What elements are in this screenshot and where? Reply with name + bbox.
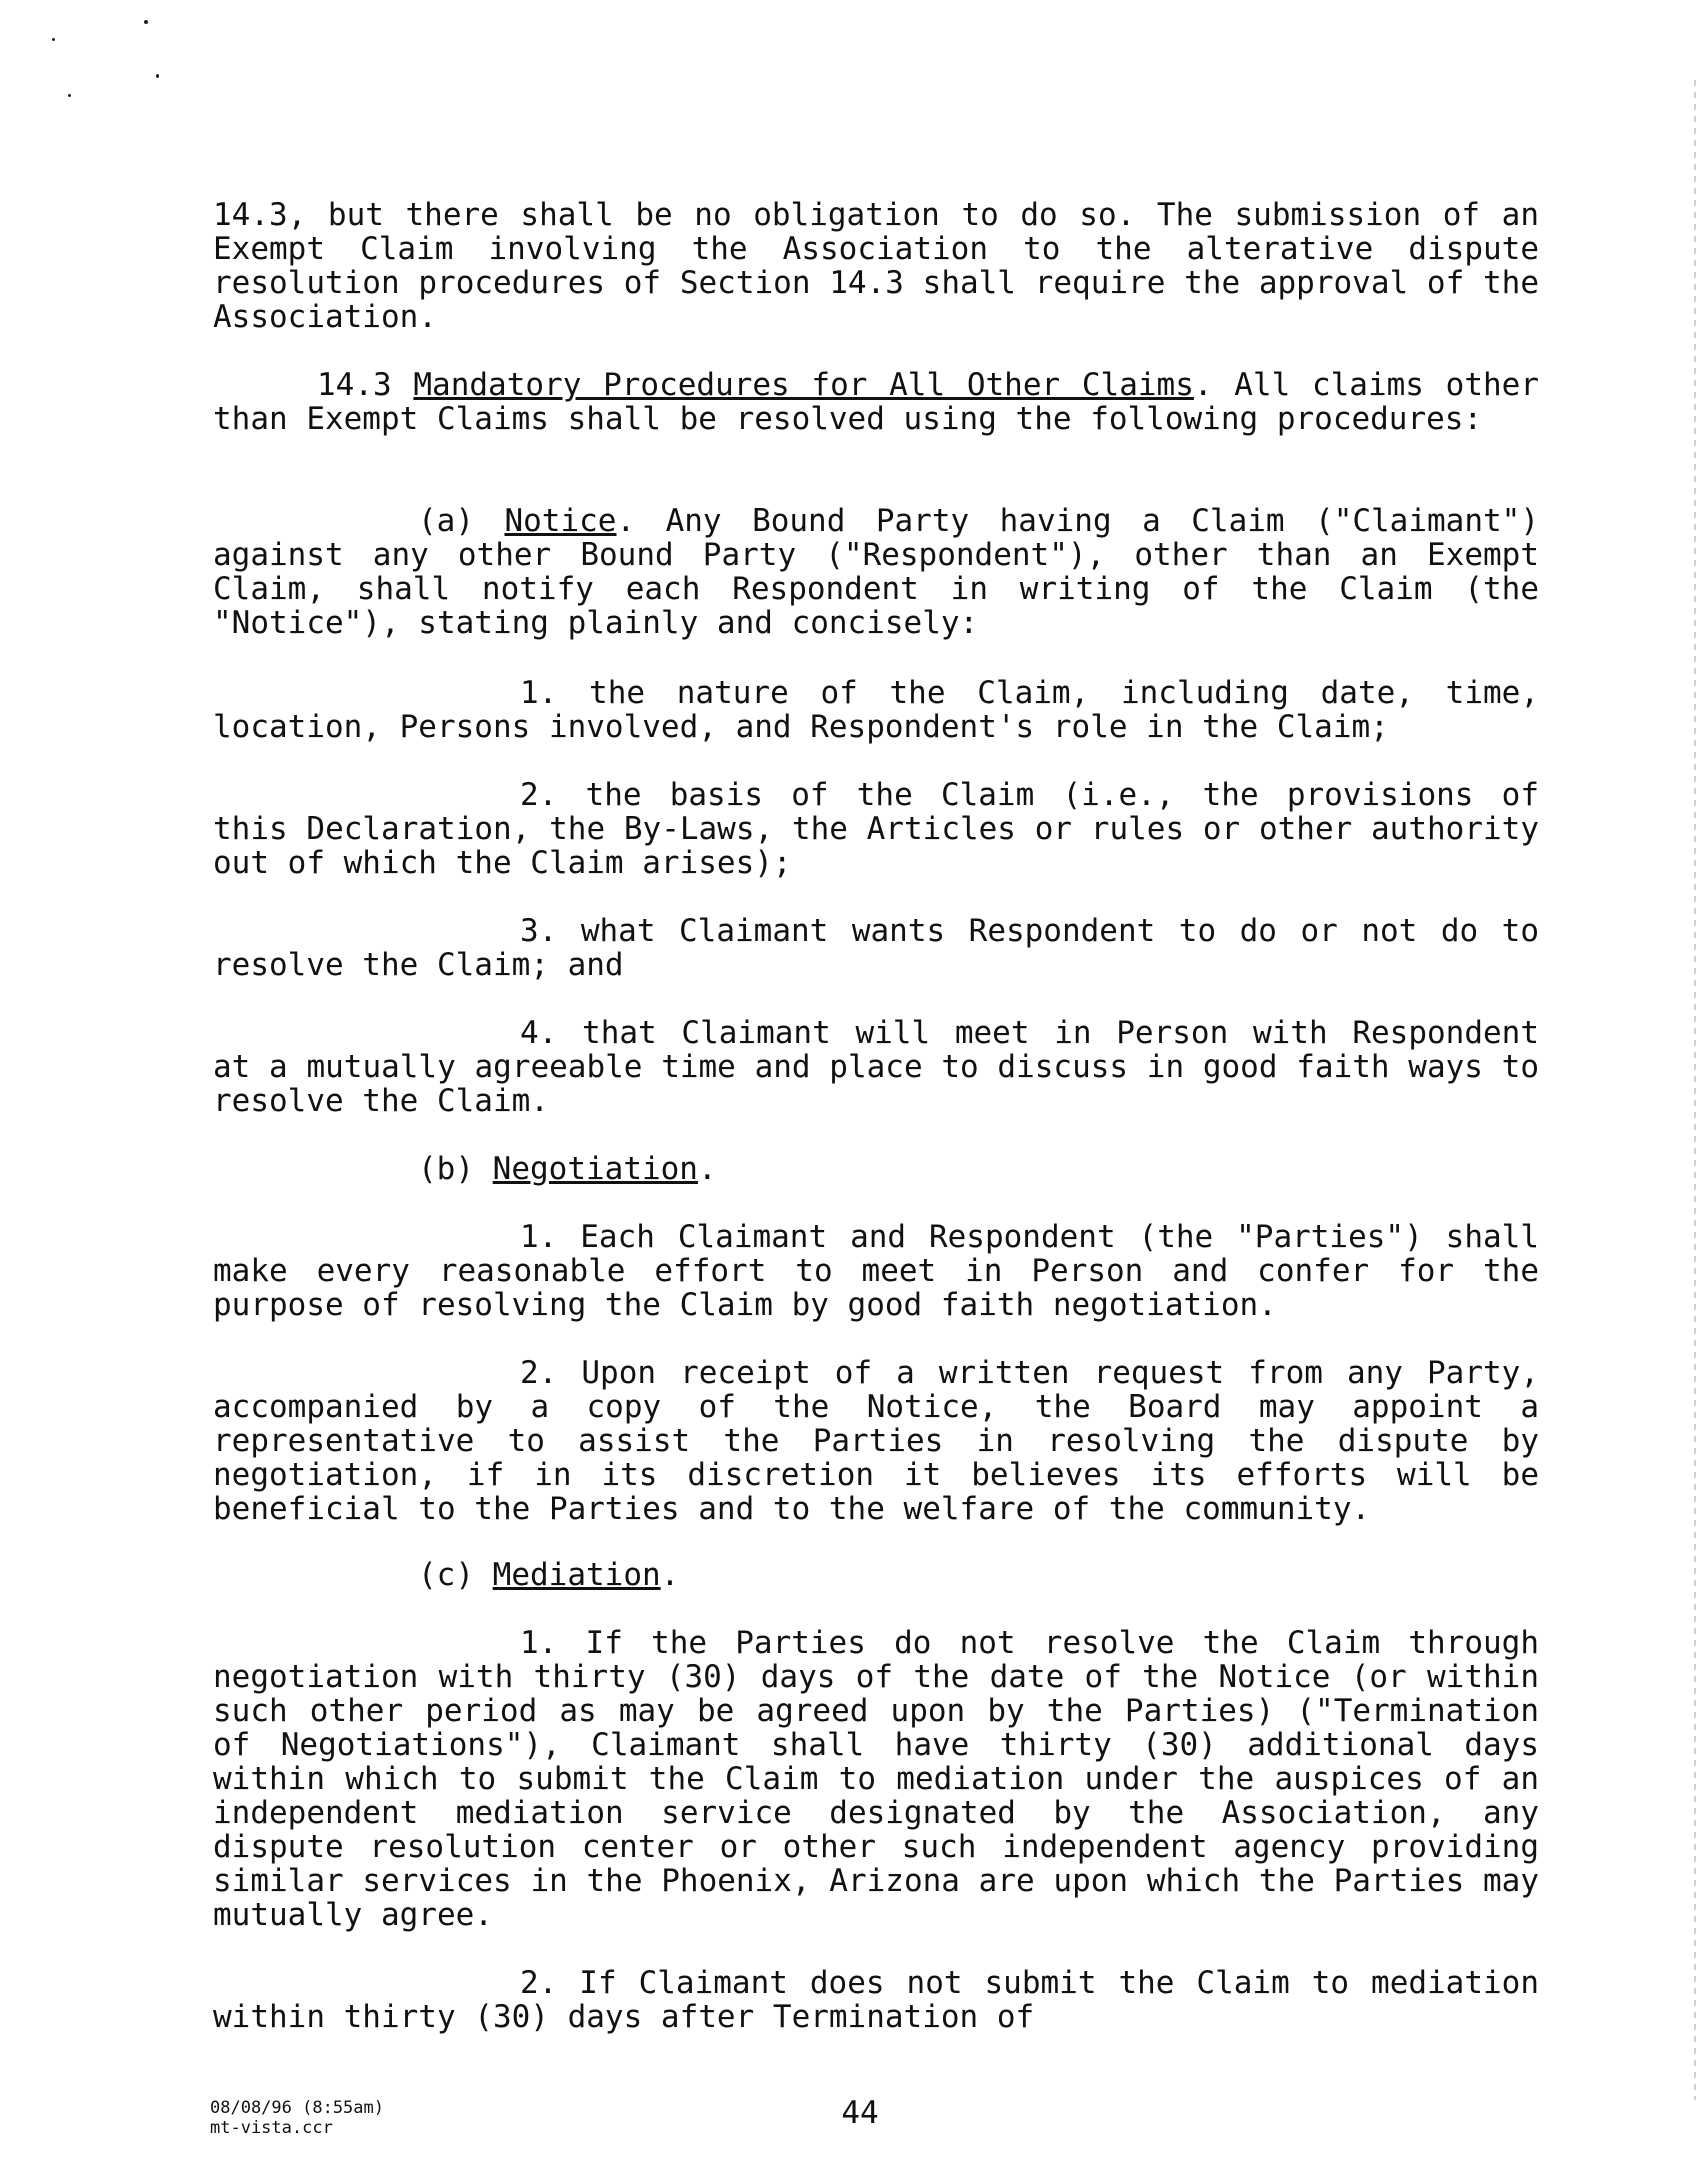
- subsection-title: Mediation: [492, 1557, 661, 1593]
- list-item: [213, 676, 1539, 744]
- scan-speck: [156, 74, 159, 78]
- footer-filename: mt-vista.ccr: [210, 2118, 333, 2138]
- list-item: [213, 1966, 1539, 2034]
- subsection-label: (b): [418, 1151, 474, 1187]
- subsection-label: (c): [418, 1557, 474, 1593]
- list-item-text: 2. If Claimant does not submit the Claim to mediation within thirty (30) days after Termination of: [213, 1965, 1539, 2035]
- section-number: 14.3: [317, 367, 392, 403]
- list-item: [213, 1626, 1539, 1932]
- scan-speck: [68, 94, 71, 97]
- paragraph-continuation: [213, 198, 1539, 334]
- list-item: [213, 914, 1539, 982]
- page-number: 44: [841, 2095, 879, 2131]
- subsection-a: [213, 504, 1539, 640]
- footer-date: 08/08/96 (8:55am): [210, 2098, 384, 2118]
- list-item: [213, 1356, 1539, 1526]
- list-item: [213, 778, 1539, 880]
- scan-speck: [144, 20, 148, 24]
- list-item-text: 2. the basis of the Claim (i.e., the provisions of this Declaration, the By-Laws, the Articles or rules or other authority out of which the Claim arises);: [213, 777, 1539, 881]
- subsection-label: (a): [418, 503, 474, 539]
- list-item-text: 1. If the Parties do not resolve the Claim through negotiation with thirty (30) days of the date of the Notice (or within such other period as may be agreed upon by the Parties) ("Termination of Negotiations"), Claimant shall have thirty (30) additional days within which to submit the Claim to mediation under the auspices of an independent mediation service designated by the Association, any dispute resolution center or other such independent agency providing similar services in the Phoenix, Arizona are upon which the Parties may mutually agree.: [213, 1625, 1539, 1933]
- list-item-text: 4. that Claimant will meet in Person with Respondent at a mutually agreeable time and place to discuss in good faith ways to resolve the Claim.: [213, 1015, 1539, 1119]
- scan-speck: [52, 38, 55, 41]
- section-14-3: [213, 368, 1539, 436]
- section-text: . All claims other than Exempt Claims shall be resolved using the following procedures:: [213, 367, 1539, 437]
- subsection-title: Notice: [504, 503, 617, 539]
- list-item-text: 1. Each Claimant and Respondent (the "Parties") shall make every reasonable effort to meet in Person and confer for the purpose of resolving the Claim by good faith negotiation.: [213, 1219, 1539, 1323]
- subsection-b: (b) Negotiation.: [418, 1151, 717, 1187]
- list-item-text: 3. what Claimant wants Respondent to do or not do to resolve the Claim; and: [213, 913, 1539, 983]
- list-item-text: 2. Upon receipt of a written request from any Party, accompanied by a copy of the Notice, the Board may appoint a representative to assist the Parties in resolving the dispute by negotiation, if in its discretion it believes its efforts will be beneficial to the Parties and to the welfare of the community.: [213, 1355, 1539, 1527]
- list-item-text: 1. the nature of the Claim, including date, time, location, Persons involved, and Respondent's role in the Claim;: [213, 675, 1539, 745]
- subsection-title: Negotiation: [492, 1151, 698, 1187]
- paragraph-text: 14.3, but there shall be no obligation to do so. The submission of an Exempt Claim involving the Association to the alterative dispute resolution procedures of Section 14.3 shall require the approval of the Association.: [213, 197, 1539, 335]
- section-title: Mandatory Procedures for All Other Claims: [413, 367, 1194, 403]
- subsection-c: (c) Mediation.: [418, 1557, 680, 1593]
- list-item: [213, 1220, 1539, 1322]
- list-item: [213, 1016, 1539, 1118]
- footer-info: [210, 2098, 384, 2138]
- subsection-text: . Any Bound Party having a Claim ("Claimant") against any other Bound Party ("Respondent"), other than an Exempt Claim, shall notify each Respondent in writing of the Claim (the "Notice"), stating plainly and concisely:: [213, 503, 1539, 641]
